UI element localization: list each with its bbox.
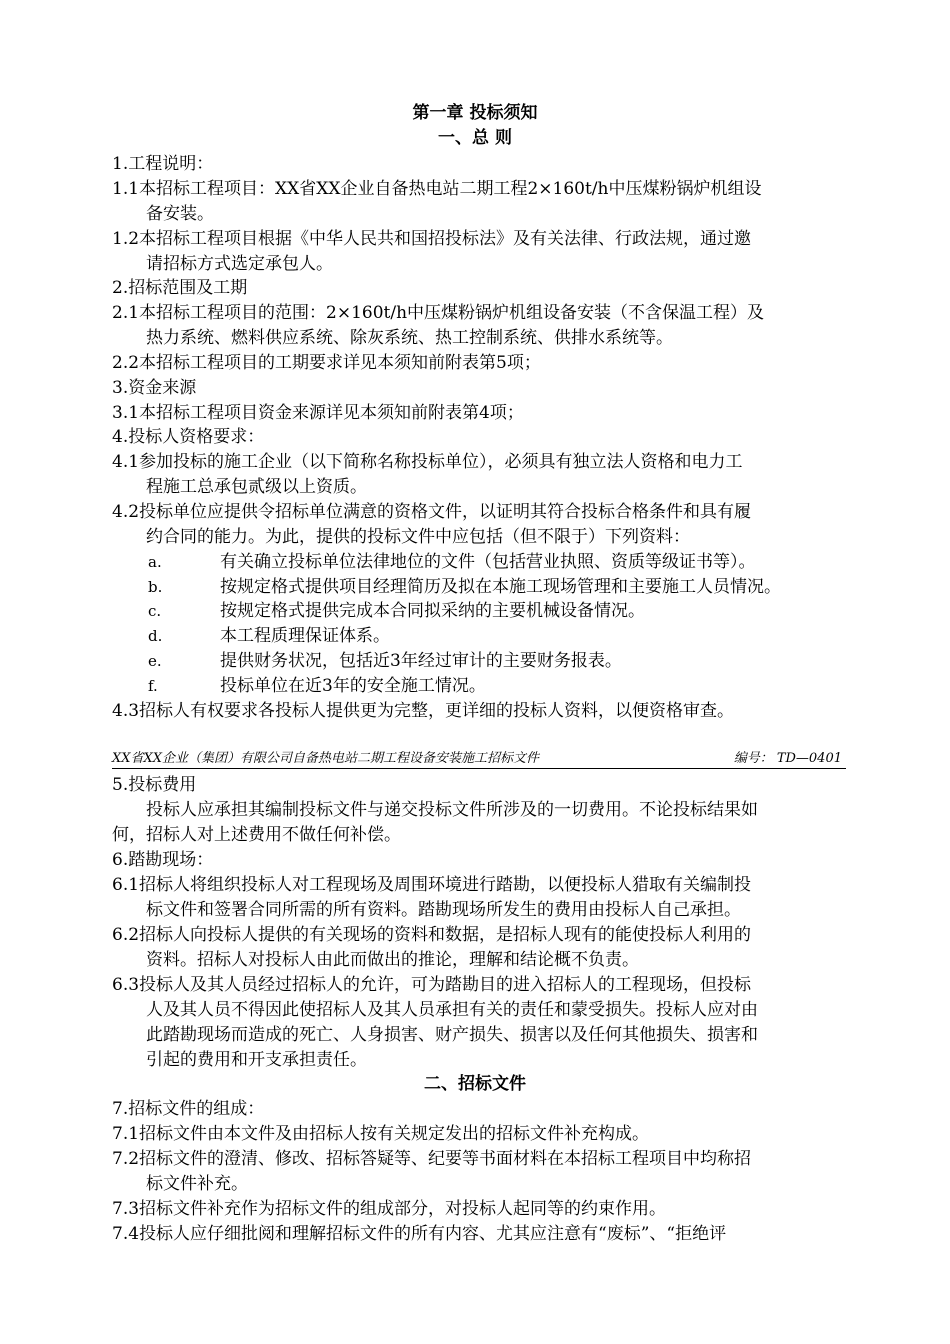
clause-1-2-line-1: 1.2本招标工程项目根据《中华人民共和国招投标法》及有关法律、行政法规，通过邀: [112, 229, 752, 249]
clause-4-2-line-2: 约合同的能力。为此，提供的投标文件中应包括（但不限于）下列资料：: [146, 527, 690, 547]
footer-document-title: XX省XX企业（集团）有限公司自备热电站二期工程设备安装施工招标文件: [112, 751, 540, 766]
clause-2-1-line-2: 热力系统、燃料供应系统、除灰系统、热工控制系统、供排水系统等。: [146, 328, 673, 348]
clause-6-3-line-2: 人及其人员不得因此使招标人及其人员承担有关的责任和蒙受损失。投标人应对由: [146, 1000, 758, 1020]
footer-document-number: 编号： TD—0401: [733, 751, 842, 766]
clause-1-2-line-2: 请招标方式选定承包人。: [146, 254, 333, 274]
list-item-marker: b.: [148, 578, 163, 596]
clause-2-1-line-1: 2.1本招标工程项目的范围：2×160t/h中压煤粉锅炉机组设备安装（不含保温工程）及: [112, 303, 765, 323]
clause-6-2-line-1: 6.2招标人向投标人提供的有关现场的资料和数据，是招标人现有的能使投标人利用的: [112, 925, 752, 945]
clause-2-2: 2.2本招标工程项目的工期要求详见本须知前附表第5项；: [112, 353, 541, 373]
clause-2-heading: 2.招标范围及工期: [112, 278, 248, 298]
clause-3-heading: 3.资金来源: [112, 378, 197, 398]
chapter-title: 第一章 投标须知: [412, 103, 538, 123]
list-item-text: 按规定格式提供项目经理简历及拟在本施工现场管理和主要施工人员情况。: [220, 577, 781, 597]
clause-6-3-line-4: 引起的费用和开支承担责任。: [146, 1050, 367, 1070]
clause-4-2-line-1: 4.2投标单位应提供令招标单位满意的资格文件，以证明其符合投标合格条件和具有履: [112, 502, 752, 522]
clause-7-1: 7.1招标文件由本文件及由招标人按有关规定发出的招标文件补充构成。: [112, 1124, 650, 1144]
clause-5-heading: 5.投标费用: [112, 775, 197, 795]
list-item-text: 有关确立投标单位法律地位的文件（包括营业执照、资质等级证书等）。: [220, 552, 756, 572]
clause-1-1-line-2: 备安装。: [146, 204, 214, 224]
list-item-text: 本工程质理保证体系。: [220, 626, 390, 646]
clause-4-1-line-2: 程施工总承包贰级以上资质。: [146, 477, 367, 497]
clause-7-4-line-1: 7.4投标人应仔细批阅和理解招标文件的所有内容、尤其应注意有“废标”、“拒绝评: [112, 1224, 727, 1244]
list-item-text: 提供财务状况，包括近3年经过审计的主要财务报表。: [220, 651, 622, 671]
clause-6-1-line-1: 6.1招标人将组织投标人对工程现场及周围环境进行踏勘，以便投标人猎取有关编制投: [112, 875, 752, 895]
clause-4-heading: 4.投标人资格要求：: [112, 427, 265, 447]
clause-7-3: 7.3招标文件补充作为招标文件的组成部分，对投标人起同等的约束作用。: [112, 1199, 667, 1219]
clause-4-1-line-1: 4.1参加投标的施工企业（以下简称名称投标单位），必须具有独立法人资格和电力工: [112, 452, 743, 472]
clause-7-heading: 7.招标文件的组成：: [112, 1099, 265, 1119]
clause-7-2-line-2: 标文件补充。: [146, 1174, 248, 1194]
clause-3-1: 3.1本招标工程项目资金来源详见本须知前附表第4项；: [112, 403, 524, 423]
clause-7-2-line-1: 7.2招标文件的澄清、修改、招标答疑等、纪要等书面材料在本招标工程项目中均称招: [112, 1149, 752, 1169]
clause-6-3-line-3: 此踏勘现场而造成的死亡、人身损害、财产损失、损害以及任何其他损失、损害和: [146, 1025, 758, 1045]
clause-1-heading: 1.工程说明：: [112, 154, 214, 174]
clause-6-2-line-2: 资料。招标人对投标人由此而做出的推论，理解和结论概不负责。: [146, 950, 639, 970]
list-item-marker: f.: [148, 677, 158, 695]
clause-1-1-line-1: 1.1本招标工程项目：XX省XX企业自备热电站二期工程2×160t/h中压煤粉锅炉机组设: [112, 179, 762, 199]
list-item-marker: d.: [148, 627, 163, 645]
clause-6-3-line-1: 6.3投标人及其人员经过招标人的允许，可为踏勘目的进入招标人的工程现场，但投标: [112, 975, 752, 995]
clause-5-paragraph-line-2: 何，招标人对上述费用不做任何补偿。: [112, 825, 401, 845]
clause-4-3: 4.3招标人有权要求各投标人提供更为完整，更详细的投标人资料，以便资格审查。: [112, 701, 735, 721]
list-item-marker: c.: [148, 602, 162, 620]
list-item-text: 按规定格式提供完成本合同拟采纳的主要机械设备情况。: [220, 601, 645, 621]
list-item-text: 投标单位在近3年的安全施工情况。: [220, 676, 486, 696]
section-title-tender-documents: 二、招标文件: [424, 1074, 526, 1094]
clause-6-1-line-2: 标文件和签署合同所需的所有资料。踏勘现场所发生的费用由投标人自己承担。: [146, 900, 741, 920]
clause-5-paragraph-line-1: 投标人应承担其编制投标文件与递交投标文件所涉及的一切费用。不论投标结果如: [146, 800, 758, 820]
list-item-marker: a.: [148, 553, 162, 571]
page-footer: [112, 750, 846, 769]
clause-6-heading: 6.踏勘现场：: [112, 850, 214, 870]
section-title-general: 一、总 则: [438, 128, 512, 148]
list-item-marker: e.: [148, 652, 162, 670]
